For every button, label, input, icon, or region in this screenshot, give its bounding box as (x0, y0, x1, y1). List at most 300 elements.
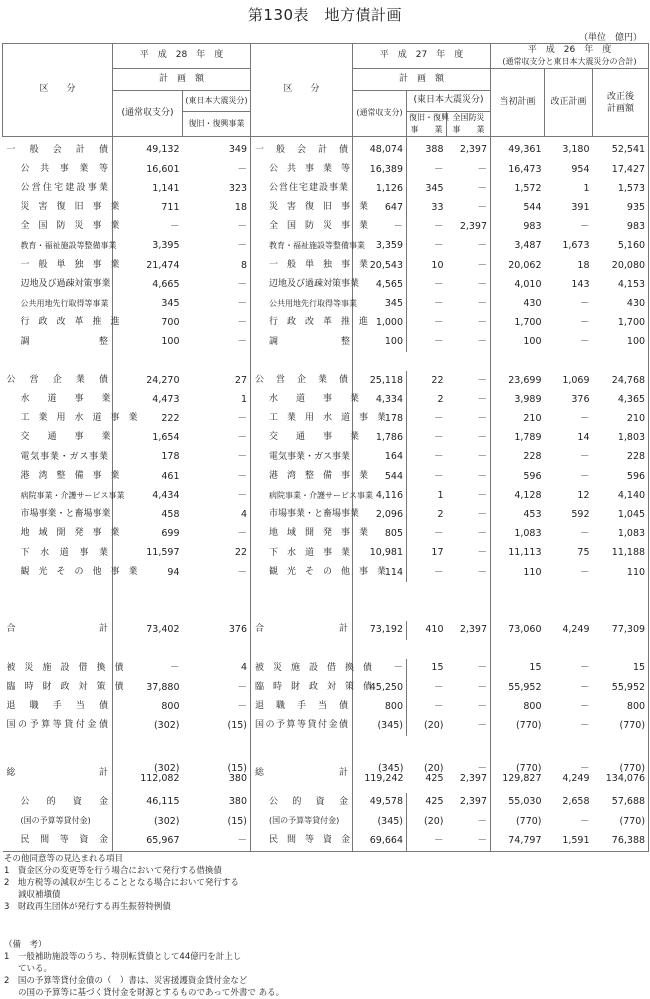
value-cell: 49,578 (353, 793, 407, 812)
row-label: 一 般 会 計 債 (3, 137, 113, 161)
value-cell: － (447, 717, 491, 736)
value-cell: － (447, 333, 491, 352)
value-cell: 935 (593, 199, 649, 218)
row-label: 一 般 単 独 事 業 (3, 256, 113, 275)
value-cell: 49,361 (508, 144, 542, 156)
value-cell: 16,473 (508, 163, 542, 175)
value-cell: － (580, 470, 590, 482)
empty-cell (113, 582, 183, 601)
value-cell: 4,473 (152, 393, 180, 405)
value-cell: 49,132 (146, 144, 180, 156)
table-row (3, 410, 649, 429)
value-cell: － (434, 432, 444, 444)
row-label: 交 通 事 業 (251, 429, 353, 448)
row-label: (国の予算等貸付金) (3, 812, 113, 831)
row-label: 教育・福祉施設等整備事業 (251, 237, 353, 256)
empty-cell (593, 640, 649, 659)
value-cell: 20,062 (508, 259, 542, 271)
table-row (3, 256, 649, 275)
empty-cell (407, 582, 447, 601)
row-label: 港 湾 整 備 事 業 (3, 467, 113, 486)
value-cell: － (580, 681, 590, 693)
row-label: 行 政 改 革 推 進 (3, 314, 113, 333)
value-cell (593, 755, 649, 793)
value-cell: 11,597 (146, 547, 180, 559)
row-label: 水 道 事 業 (251, 390, 353, 409)
empty-cell (3, 582, 113, 601)
header-fy26-label: 平 成 26 年 度 (527, 45, 612, 55)
header-plan-amount-27: 計 画 額 (353, 69, 491, 91)
value-cell: 25,118 (353, 371, 407, 390)
row-label: 病院事業・介護サービス事業 (3, 486, 113, 505)
value-cell: 15 (529, 662, 542, 674)
value-cell: － (447, 506, 491, 525)
value-cell: 114 (353, 563, 407, 582)
value-cell: (770) (593, 717, 649, 736)
value-cell: 22 (183, 544, 251, 563)
table-row (3, 563, 649, 582)
value-cell: 345 (425, 182, 444, 194)
header-initial-plan: 当初計画 (491, 69, 545, 137)
value-cell: (770) (515, 720, 542, 731)
row-label: 被 災 施 設 借 換 債 (251, 659, 353, 678)
header-fy26-sub: (通常収支分と東日本大震災分の合計) (502, 57, 637, 66)
value-main: 4,249 (562, 773, 590, 784)
value-cell: 544 (353, 467, 407, 486)
value-cell: － (434, 240, 444, 252)
row-label: 病院事業・介護サービス事業 (251, 486, 353, 505)
value-cell: 4,565 (353, 275, 407, 294)
value-cell: 1,591 (562, 834, 590, 846)
empty-cell (353, 602, 407, 621)
value-cell: 1,654 (152, 432, 180, 444)
empty-cell (251, 736, 353, 755)
footnote-remarks-line: ている。 (18, 964, 53, 974)
empty-cell (183, 352, 251, 371)
empty-cell (251, 640, 353, 659)
empty-cell (593, 352, 649, 371)
value-cell: － (183, 429, 251, 448)
value-cell: 10 (431, 259, 444, 271)
value-cell: 76,388 (593, 831, 649, 851)
value-cell: － (580, 221, 590, 233)
row-label: 一 般 単 独 事 業 (251, 256, 353, 275)
value-cell: 2,658 (562, 796, 590, 808)
value-cell: 1 (583, 182, 590, 194)
header-revised-plan: 改正計画 (545, 69, 593, 137)
value-cell: － (183, 160, 251, 179)
row-label: 臨 時 財 政 対 策 債 (251, 678, 353, 697)
value-cell: － (434, 681, 444, 693)
value-cell: － (183, 275, 251, 294)
value-cell: － (183, 448, 251, 467)
row-label: 地 域 開 発 事 業 (251, 525, 353, 544)
empty-cell (113, 736, 183, 755)
value-paren: (770) (619, 762, 646, 774)
row-label: 国の予算等貸付金債 (251, 717, 353, 736)
local-bond-plan-table (2, 43, 649, 852)
footnote-remarks-line: の国の予算等に基づく貸付金を財源とするものであって外書で ある。 (18, 988, 285, 998)
value-cell: － (447, 160, 491, 179)
footnote-other-line: 3 財政再生団体が発行する再生振替特例債 (4, 902, 171, 912)
value-cell: 94 (167, 566, 180, 578)
row-label: 下 水 道 事 業 (3, 544, 113, 563)
row-label: 市場事業・と畜場事業 (3, 506, 113, 525)
row-label: 交 通 事 業 (3, 429, 113, 448)
value-cell: 4,140 (593, 486, 649, 505)
value-cell: 100 (161, 336, 180, 348)
value-cell: － (447, 812, 491, 831)
table-row (3, 812, 649, 831)
value-cell: － (580, 317, 590, 329)
value-cell: － (434, 221, 444, 233)
row-label: 退 職 手 当 債 (3, 697, 113, 716)
value-cell: － (434, 700, 444, 712)
value-cell (447, 755, 491, 793)
value-cell: 430 (523, 297, 542, 309)
value-cell: 5,160 (593, 237, 649, 256)
empty-cell (447, 640, 491, 659)
value-cell: 143 (571, 278, 590, 290)
value-cell: 1,126 (353, 179, 407, 198)
value-main: 380 (228, 773, 248, 784)
empty-cell (3, 640, 113, 659)
value-cell: 699 (161, 528, 180, 540)
value-cell: － (183, 333, 251, 352)
row-label: 民 間 等 資 金 (3, 831, 113, 851)
value-cell: 24,768 (593, 371, 649, 390)
row-label: 辺地及び過疎対策事業 (3, 275, 113, 294)
header-disaster-27-a: 全国防災 (452, 113, 485, 122)
value-cell: 4,153 (593, 275, 649, 294)
value-cell (407, 755, 447, 793)
empty-cell (491, 602, 545, 621)
empty-cell (407, 352, 447, 371)
row-label: 公 営 企 業 債 (251, 371, 353, 390)
value-cell: 1,789 (514, 432, 542, 444)
value-cell: 4,116 (353, 486, 407, 505)
header-recovery-27-b: 事 業 (410, 125, 443, 134)
value-cell: 69,664 (353, 831, 407, 851)
row-label: 観 光 そ の 他 事 業 (3, 563, 113, 582)
value-cell: 18 (577, 259, 590, 271)
value-cell: 18 (183, 199, 251, 218)
row-label: 公 的 資 金 (3, 793, 113, 812)
header-revised-amount-2: 計画額 (607, 103, 635, 114)
value-cell: (302) (153, 720, 180, 731)
row-label: 全 国 防 災 事 業 (3, 218, 113, 237)
empty-cell (491, 736, 545, 755)
value-cell: － (447, 544, 491, 563)
table-row (3, 199, 649, 218)
value-cell: 21,474 (146, 259, 180, 271)
table-row (3, 506, 649, 525)
value-cell: 4,249 (562, 624, 590, 636)
header-fy26 (491, 44, 649, 69)
value-cell: 376 (571, 393, 590, 405)
value-cell: 10,981 (353, 544, 407, 563)
table-row (3, 237, 649, 256)
value-cell: 17 (431, 547, 444, 559)
value-cell: － (169, 221, 180, 233)
table-row (3, 275, 649, 294)
row-label: 国の予算等貸付金債 (3, 717, 113, 736)
footnote-remarks-line: （備 考） (4, 940, 47, 950)
row-label: 公営住宅建設事業 (251, 179, 353, 198)
empty-cell (407, 602, 447, 621)
value-cell: － (183, 525, 251, 544)
value-cell: 700 (161, 317, 180, 329)
header-plan-amount-28: 計 画 額 (113, 69, 251, 91)
header-recovery-27 (407, 112, 450, 137)
value-paren: － (580, 762, 590, 774)
empty-cell (545, 582, 593, 601)
footnote-other-line: 1 資金区分の変更等を行う場合において発行する借換債 (4, 866, 222, 876)
value-cell: 45,250 (353, 678, 407, 697)
value-paren: － (477, 762, 488, 774)
value-cell: 1 (437, 489, 444, 501)
spacer-row (3, 640, 649, 659)
header-fy28: 平 成 28 年 度 (113, 44, 251, 69)
value-cell: 3,395 (152, 240, 180, 252)
value-cell: 647 (353, 199, 407, 218)
value-cell: － (580, 297, 590, 309)
header-recovery-28: 復旧・復興事業 (183, 112, 251, 137)
footnote-remarks (4, 939, 644, 999)
value-cell: 4,434 (152, 489, 180, 501)
value-paren: (20) (424, 762, 444, 774)
value-cell: － (183, 678, 251, 697)
empty-cell (447, 352, 491, 371)
header-revised-amount (593, 69, 649, 137)
value-cell: (770) (593, 812, 649, 831)
value-cell: 3,359 (353, 237, 407, 256)
header-ordinary-28: (通常収支分) (113, 91, 183, 137)
footnote-other-line: その他同意等の見込まれる項目 (4, 854, 124, 864)
header-quake-27: (東日本大震災分) (407, 91, 491, 112)
empty-cell (353, 582, 407, 601)
row-label: 工 業 用 水 道 事 業 (3, 410, 113, 429)
value-cell: 17,427 (593, 160, 649, 179)
value-cell: 3,989 (514, 393, 542, 405)
value-cell: － (434, 163, 444, 175)
value-cell: 20,080 (593, 256, 649, 275)
row-label: 行 政 改 革 推 進 (251, 314, 353, 333)
table-row (3, 697, 649, 716)
value-cell: 3,487 (514, 240, 542, 252)
value-cell: 4,334 (353, 390, 407, 409)
row-label: 調 整 (3, 333, 113, 352)
row-label: 災 害 復 旧 事 業 (3, 199, 113, 218)
empty-cell (407, 640, 447, 659)
value-cell: 178 (161, 451, 180, 463)
table-row (3, 137, 649, 161)
value-cell: － (183, 697, 251, 716)
value-cell: 388 (425, 144, 444, 156)
value-cell: 1 (183, 390, 251, 409)
value-cell: 16,389 (353, 160, 407, 179)
value-cell: 100 (523, 336, 542, 348)
value-cell: 8 (183, 256, 251, 275)
value-cell: 1,673 (562, 240, 590, 252)
value-cell: － (434, 834, 444, 846)
table-row (3, 678, 649, 697)
value-cell: 345 (161, 297, 180, 309)
value-cell: 23,699 (508, 374, 542, 386)
value-cell: － (183, 563, 251, 582)
empty-cell (3, 602, 113, 621)
empty-cell (593, 736, 649, 755)
value-cell: － (434, 451, 444, 463)
value-cell: (15) (183, 717, 251, 736)
row-label: 公 共 事 業 等 (251, 160, 353, 179)
empty-cell (353, 736, 407, 755)
value-cell: － (434, 470, 444, 482)
value-cell: 349 (183, 137, 251, 161)
value-cell: (20) (424, 815, 444, 827)
value-cell: 222 (161, 413, 180, 424)
empty-cell (113, 602, 183, 621)
value-cell: － (183, 218, 251, 237)
table-row (3, 793, 649, 812)
value-cell: － (580, 720, 590, 731)
value-cell: － (447, 199, 491, 218)
value-cell: 592 (571, 508, 590, 520)
value-paren: (345) (377, 762, 404, 774)
value-cell: － (169, 662, 180, 674)
value-cell: 391 (571, 201, 590, 213)
page-title: 第130表 地方債計画 (247, 6, 403, 24)
value-cell: － (447, 256, 491, 275)
value-cell: 27 (183, 371, 251, 390)
value-cell: 461 (161, 470, 180, 482)
value-cell: － (580, 413, 590, 424)
value-cell: － (183, 295, 251, 314)
value-cell: 1,803 (593, 429, 649, 448)
table-row (3, 717, 649, 736)
row-label: 電気事業・ガス事業 (251, 448, 353, 467)
value-cell: 65,967 (146, 834, 180, 846)
value-cell: 2 (437, 508, 444, 520)
value-cell: 983 (593, 218, 649, 237)
value-cell: 380 (183, 793, 251, 812)
value-cell: － (183, 237, 251, 256)
empty-cell (183, 582, 251, 601)
value-cell: － (447, 486, 491, 505)
value-cell: － (447, 275, 491, 294)
value-cell: 15 (593, 659, 649, 678)
value-cell: － (580, 336, 590, 348)
value-cell: 1,069 (562, 374, 590, 386)
value-cell: － (434, 297, 444, 309)
row-label: 総 計 (251, 755, 353, 793)
value-main: 112,082 (140, 773, 180, 784)
empty-cell (251, 582, 353, 601)
table-row (3, 218, 649, 237)
table-row (3, 544, 649, 563)
table-row (3, 486, 649, 505)
row-label: 全 国 防 災 事 業 (251, 218, 353, 237)
value-cell: － (580, 700, 590, 712)
empty-cell (113, 352, 183, 371)
value-cell: 228 (523, 451, 542, 463)
value-cell: － (580, 815, 590, 827)
header-category-right: 区 分 (251, 44, 353, 137)
value-cell (113, 755, 183, 793)
value-cell: 544 (523, 201, 542, 213)
row-label: 合 計 (251, 621, 353, 640)
value-cell: 110 (523, 566, 542, 578)
value-cell: 178 (353, 410, 407, 429)
table-row (3, 429, 649, 448)
value-cell: 410 (425, 624, 444, 636)
value-cell: 800 (593, 697, 649, 716)
row-label: 調 整 (251, 333, 353, 352)
row-label: 公共用地先行取得等事業 (251, 295, 353, 314)
value-main: 134,076 (605, 773, 646, 784)
value-cell: 345 (353, 295, 407, 314)
table-row (3, 659, 649, 678)
value-cell: － (447, 314, 491, 333)
value-cell: 323 (183, 179, 251, 198)
value-cell: － (434, 336, 444, 348)
value-cell: 15 (431, 662, 444, 674)
value-cell: 2,397 (447, 793, 491, 812)
value-cell: 4,665 (152, 278, 180, 290)
value-cell: 73,402 (146, 624, 180, 636)
value-cell: － (447, 697, 491, 716)
empty-cell (407, 736, 447, 755)
value-cell: 4,010 (514, 278, 542, 290)
value-cell: 2,397 (447, 218, 491, 237)
value-cell: － (353, 218, 407, 237)
row-label: 地 域 開 発 事 業 (3, 525, 113, 544)
empty-cell (491, 640, 545, 659)
spacer-row (3, 602, 649, 621)
value-cell: － (434, 278, 444, 290)
spacer-row (3, 582, 649, 601)
value-cell: － (434, 317, 444, 329)
value-cell: 73,060 (508, 624, 542, 636)
spacer-row (3, 736, 649, 755)
value-cell: 1,083 (514, 528, 542, 540)
value-cell: 100 (593, 333, 649, 352)
row-label: 工 業 用 水 道 事 業 (251, 410, 353, 429)
value-cell: 1,045 (593, 506, 649, 525)
table-body (3, 137, 649, 852)
value-cell: － (447, 678, 491, 697)
row-label: 教育・福祉施設等整備事業 (3, 237, 113, 256)
value-cell: － (447, 371, 491, 390)
value-cell: － (447, 429, 491, 448)
table-row (3, 831, 649, 851)
row-label: 民 間 等 資 金 (251, 831, 353, 851)
value-cell: 24,270 (146, 374, 180, 386)
row-label: 公 的 資 金 (251, 793, 353, 812)
spacer-row (3, 352, 649, 371)
header-revised-amount-1: 改正後 (607, 91, 635, 102)
empty-cell (491, 582, 545, 601)
row-label: 被 災 施 設 借 換 債 (3, 659, 113, 678)
row-label: 一 般 会 計 債 (251, 137, 353, 161)
value-cell: (15) (183, 812, 251, 831)
empty-cell (251, 602, 353, 621)
table-row (3, 525, 649, 544)
value-cell: 55,030 (508, 796, 542, 808)
value-cell: 983 (523, 221, 542, 233)
value-cell: － (447, 179, 491, 198)
value-cell: － (183, 314, 251, 333)
